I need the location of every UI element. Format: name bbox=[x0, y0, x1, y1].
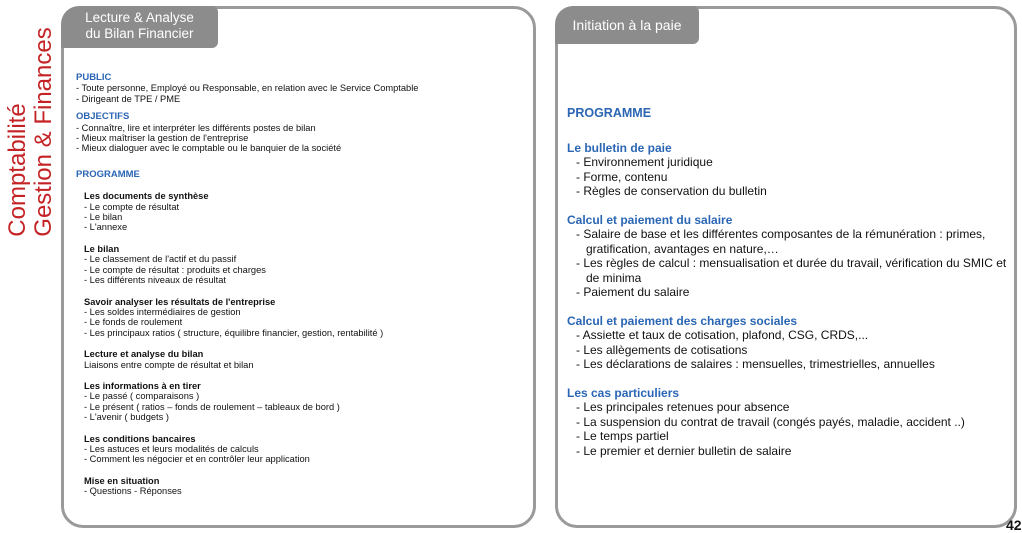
section-item: - Les principaux ratios ( structure, équilibre financier, gestion, rentabilité ) bbox=[84, 327, 384, 338]
section-title: Les conditions bancaires bbox=[84, 433, 196, 444]
tab-line-1: Lecture & Analyse bbox=[85, 10, 194, 25]
objectif-item: - Connaître, lire et interpréter les différents postes de bilan bbox=[76, 122, 316, 133]
section-item: - Le classement de l'actif et du passif bbox=[84, 254, 237, 265]
section-title: Le bilan bbox=[84, 243, 120, 254]
section-item: - Les astuces et leurs modalités de calculs bbox=[84, 443, 259, 454]
card-tab-paie: Initiation à la paie bbox=[555, 6, 699, 44]
section-item: - Les allègements de cotisations bbox=[576, 342, 748, 357]
programme-section bbox=[567, 314, 1014, 372]
section-item: - Questions - Réponses bbox=[84, 486, 182, 497]
programme-section bbox=[84, 349, 418, 370]
section-item: - L'annexe bbox=[84, 222, 128, 233]
section-item: - Les différents niveaux de résultat bbox=[84, 275, 226, 286]
section-title: Savoir analyser les résultats de l'entreprise bbox=[84, 296, 276, 307]
section-title: Mise en situation bbox=[84, 475, 160, 486]
section-item: - Forme, contenu bbox=[576, 169, 668, 184]
section-item: - Comment les négocier et en contrôler leur application bbox=[84, 454, 310, 465]
section-item: - Le temps partiel bbox=[576, 429, 669, 443]
programme-section bbox=[84, 434, 418, 465]
section-item: - Le compte de résultat : produits et charges bbox=[84, 264, 266, 275]
programme-section bbox=[84, 297, 418, 339]
section-item: - Les soldes intermédiaires de gestion bbox=[84, 306, 241, 317]
programme-section bbox=[567, 386, 1014, 459]
objectifs-heading: OBJECTIFS bbox=[76, 111, 130, 123]
section-title: Le bulletin de paie bbox=[567, 140, 672, 155]
section-item: - Le compte de résultat bbox=[84, 201, 180, 212]
section-item: - Les déclarations de salaires : mensuelles, trimestrielles, annuelles bbox=[576, 357, 935, 371]
section-item: - Paiement du salaire bbox=[576, 285, 690, 299]
public-item: - Dirigeant de TPE / PME bbox=[76, 93, 181, 104]
card-bilan-financier bbox=[61, 6, 536, 528]
tab-line-2: du Bilan Financier bbox=[85, 26, 194, 41]
programme-section bbox=[84, 244, 418, 286]
section-item: - Les règles de calcul : mensualisation et durée du travail, vérification du SMIC et de minima bbox=[576, 256, 1007, 285]
right-sections bbox=[567, 141, 1014, 459]
programme-heading: PROGRAMME bbox=[76, 168, 140, 180]
section-item: - Environnement juridique bbox=[576, 155, 713, 169]
objectif-item: - Mieux dialoguer avec le comptable ou le banquier de la société bbox=[76, 143, 342, 154]
section-item: - Salaire de base et les différentes composantes de la rémunération : primes, gratification, avantages en nature,… bbox=[576, 227, 986, 256]
side-title-line2: Gestion & Finances bbox=[30, 27, 57, 237]
public-item: - Toute personne, Employé ou Responsable, en relation avec le Service Comptable bbox=[76, 83, 419, 94]
section-item: - Le présent ( ratios – fonds de roulement – tableaux de bord ) bbox=[84, 401, 340, 412]
side-title-text bbox=[5, 27, 57, 236]
side-title bbox=[3, 5, 59, 255]
section-title: Les informations à en tirer bbox=[84, 380, 201, 391]
section-title: Lecture et analyse du bilan bbox=[84, 349, 204, 360]
section-title: Calcul et paiement des charges sociales bbox=[567, 313, 798, 328]
section-item: Liaisons entre compte de résultat et bilan bbox=[84, 359, 254, 370]
objectif-item: - Mieux maîtriser la gestion de l'entreprise bbox=[76, 133, 249, 144]
public-heading: PUBLIC bbox=[76, 72, 112, 83]
page-number: 42 bbox=[1006, 517, 1022, 533]
section-item: - Assiette et taux de cotisation, plafond, CSG, CRDS,... bbox=[576, 328, 869, 342]
card-initiation-paie bbox=[555, 6, 1017, 528]
right-card-content bbox=[567, 106, 1014, 458]
section-title: Les cas particuliers bbox=[567, 385, 680, 400]
section-item: - Le bilan bbox=[84, 212, 123, 223]
section-item: - Le premier et dernier bulletin de salaire bbox=[576, 443, 792, 458]
card-tab-bilan bbox=[61, 6, 218, 48]
section-item: - Les principales retenues pour absence bbox=[576, 400, 790, 414]
programme-section bbox=[84, 191, 418, 233]
section-title: Calcul et paiement du salaire bbox=[567, 212, 733, 227]
programme-section bbox=[84, 381, 418, 423]
programme-section bbox=[84, 476, 418, 497]
programme-section bbox=[567, 213, 1014, 300]
side-title-line1: Comptabilité bbox=[4, 103, 31, 237]
section-title: Les documents de synthèse bbox=[84, 191, 209, 202]
section-item: - La suspension du contrat de travail (congés payés, maladie, accident ..) bbox=[576, 414, 965, 429]
left-sections bbox=[76, 191, 418, 496]
programme-heading: PROGRAMME bbox=[567, 106, 652, 120]
section-item: - L'avenir ( budgets ) bbox=[84, 412, 169, 423]
section-item: - Le fonds de roulement bbox=[84, 317, 183, 328]
programme-section bbox=[567, 141, 1014, 199]
section-item: - Le passé ( comparaisons ) bbox=[84, 391, 200, 402]
section-item: - Règles de conservation du bulletin bbox=[576, 184, 767, 198]
left-card-content bbox=[76, 73, 418, 497]
